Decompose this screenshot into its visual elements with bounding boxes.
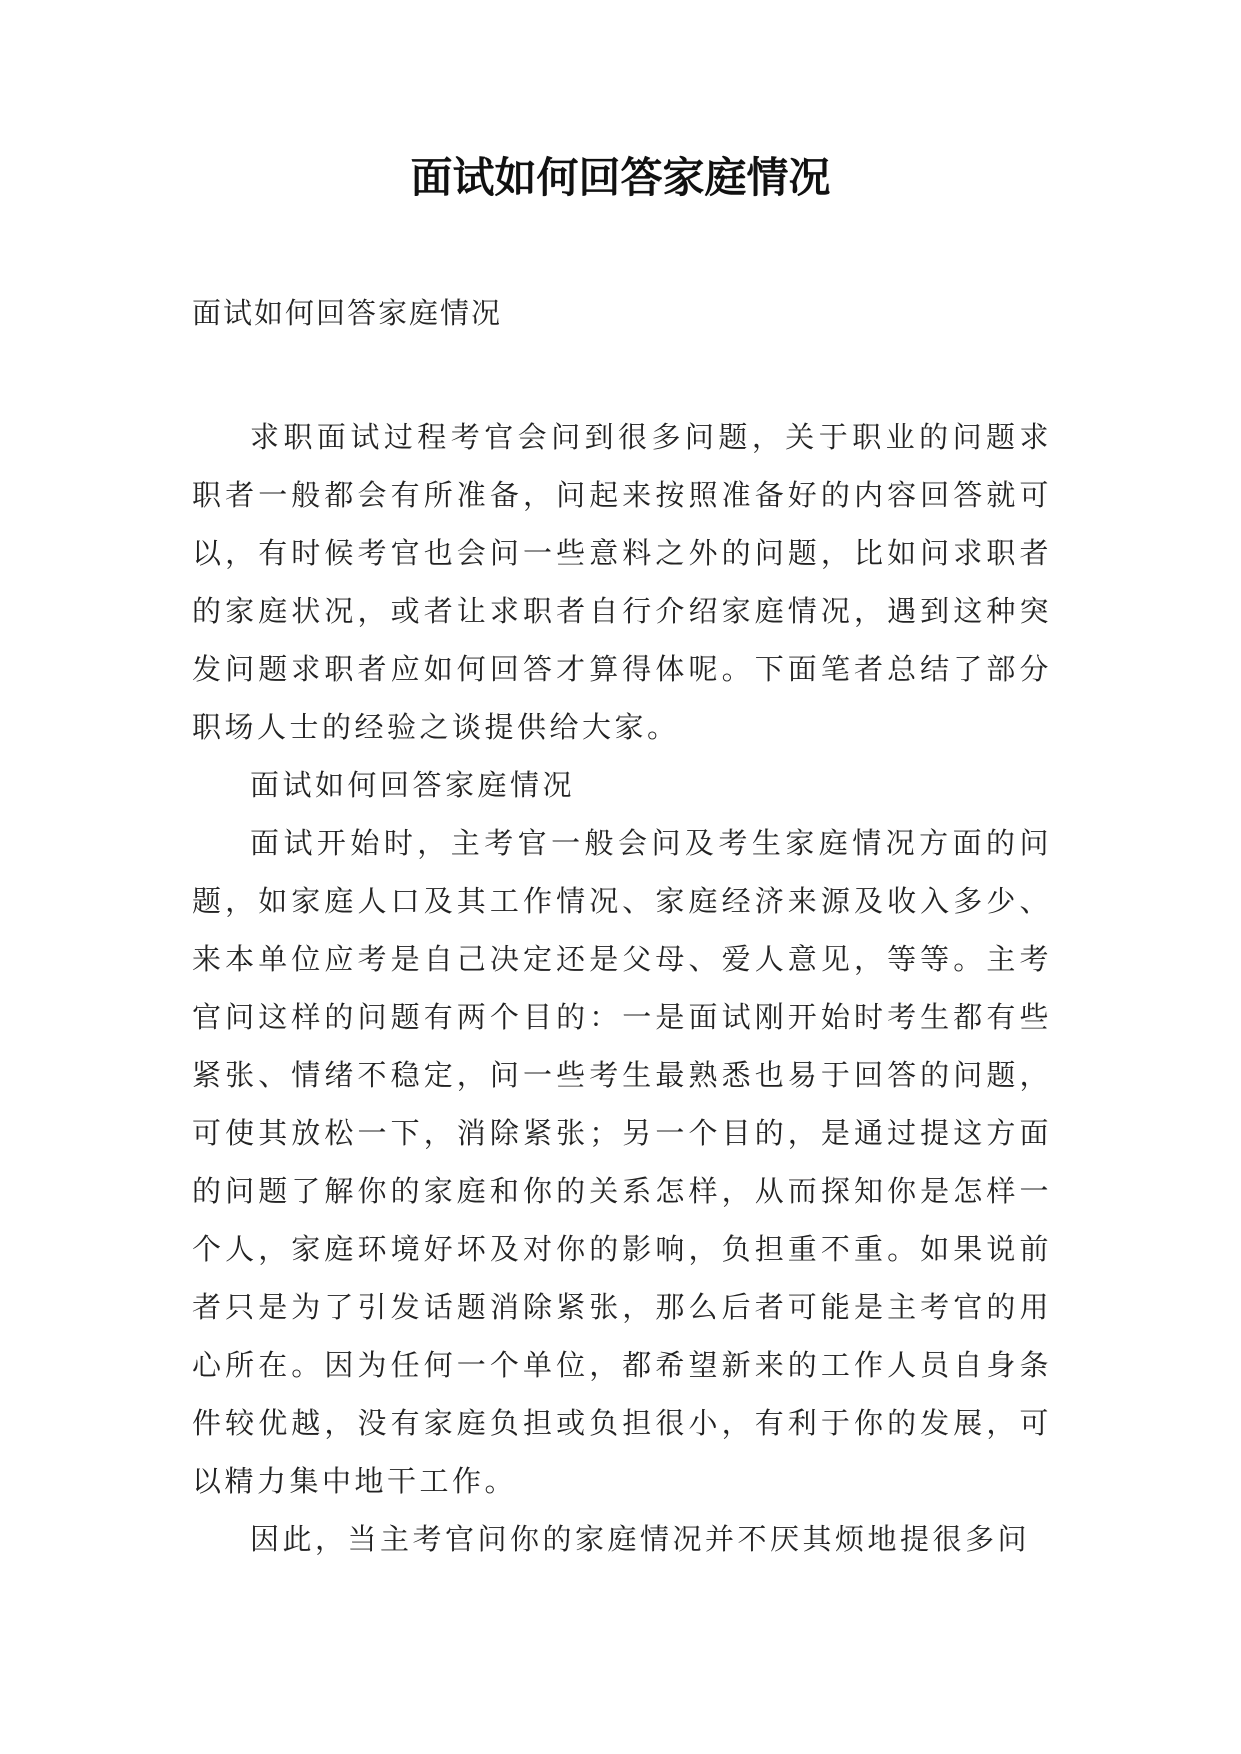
document-title: 面试如何回答家庭情况 [410, 153, 831, 202]
paragraph-heading: 面试如何回答家庭情况 [250, 768, 576, 802]
paragraph-intro: 求职面试过程考官会问到很多问题，关于职业的问题求职者一般都会有所准备，问起来按照准备好的内容回答就可以，有时候考官也会问一些意料之外的问题，比如问求职者的家庭状况，或者让求职者自行介绍家庭情况，遇到这种突发问题求职者应如何回答才算得体呢。下面笔者总结了部分职场人士的经验之谈提供给大家。 [192, 420, 1052, 744]
document-subtitle: 面试如何回答家庭情况 [192, 296, 503, 330]
paragraph-main: 面试开始时，主考官一般会问及考生家庭情况方面的问题，如家庭人口及其工作情况、家庭经济来源及收入多少、来本单位应考是自己决定还是父母、爱人意见，等等。主考官问这样的问题有两个目的：一是面试刚开始时考生都有些紧张、情绪不稳定，问一些考生最熟悉也易于回答的问题，可使其放松一下，消除紧张；另一个目的，是通过提这方面的问题了解你的家庭和你的关系怎样，从而探知你是怎样一个人，家庭环境好坏及对你的影响，负担重不重。如果说前者只是为了引发话题消除紧张，那么后者可能是主考官的用心所在。因为任何一个单位，都希望新来的工作人员自身条件较优越，没有家庭负担或负担很小，有利于你的发展，可以精力集中地干工作。 [192, 826, 1052, 1498]
document-body [192, 408, 1052, 1568]
paragraph-continued: 因此，当主考官问你的家庭情况并不厌其烦地提很多问 [250, 1522, 1031, 1556]
